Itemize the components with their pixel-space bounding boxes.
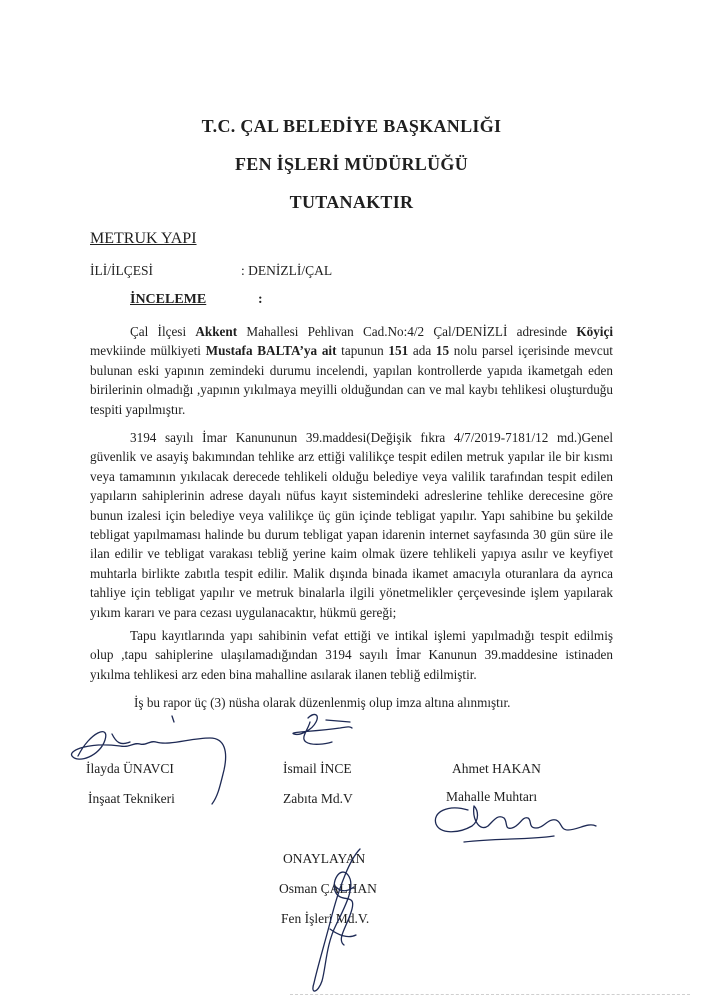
page-bottom-rule [290, 994, 690, 996]
signature-2 [280, 708, 360, 758]
department-title: FEN İŞLERİ MÜDÜRLÜĞÜ [234, 154, 469, 174]
inspection-heading-label: İNCELEME [130, 292, 207, 307]
signatory-2-title: Zabıta Md.V [283, 791, 353, 806]
p1-text-5: ada [408, 343, 436, 359]
paragraph-legal-basis: 3194 sayılı İmar Kanununun 39.maddesi(Değişik fıkra 4/7/2019-7181/12 md.)Genel güvenlik ve asayiş bakımından tehlike arz ettiği valilikçe tespit edilen metruk yapılar ile bir kısmı veya tamamının yıkılacak derecede tehlikeli olduğu belediye veya valilik tarafından tespit edilen yapıların sahiplerinin adrese dayalı nüfus kayıt sistemindeki adreslerine tehlike derecesine göre bunun izalesi için belediye veya valilikçe üç gün içinde tebligat yapılır. Yapı sahibine bu şekilde tebligat yapılmaması halinde bu durum tebligat yapan idarenin internet sayfasında 30 gün süre ile ilan edilir ve tebligat varakası tebliğ yerine kaim olmak üzere tehlikeli yapıya asılır ve keyfiyet muhtarla birlikte zabıtla tespit edilir. Malik dışında binada ikamet amacıyla oturanlara da ayrıca tahliye için tebligat yapılır ve metruk binalarla ilgili yönetmelikler çerçevesinde işlem yapılarak yıkım kararı ve para cezası uygulanacaktır, hükmü gereği; [90, 430, 613, 620]
p1-text-2: Mahallesi Pehlivan Cad.No:4/2 Çal/DENİZLİ adresinde [237, 324, 577, 339]
p1-neighbourhood: Akkent [195, 324, 238, 339]
p1-text-1: Çal İlçesi [130, 324, 196, 339]
p1-block-number: 151 [388, 343, 409, 359]
p1-text-3: mevkiinde mülkiyeti [90, 343, 206, 359]
signature-3 [428, 790, 608, 860]
document-type-title: TUTANAKTIR [289, 192, 414, 212]
p1-owner: Mustafa BALTA’ya ait [205, 343, 337, 359]
location-value: : DENİZLİ/ÇAL [241, 263, 333, 278]
approval-signature [296, 835, 396, 995]
p1-parcel-number: 15 [435, 343, 450, 359]
signatory-3-name: Ahmet HAKAN [452, 761, 541, 776]
inspection-heading [130, 292, 268, 308]
approval-label: ONAYLAYAN [283, 851, 366, 866]
paragraph-findings [90, 322, 613, 419]
signatory-1-title: İnşaat Teknikeri [88, 791, 175, 806]
institution-title: T.C. ÇAL BELEDİYE BAŞKANLIĞI [201, 116, 502, 136]
p1-locality: Köyiçi [576, 324, 613, 339]
subject-heading: METRUK YAPI [90, 230, 197, 247]
approval-name: Osman ÇALHAN [279, 881, 377, 896]
closing-statement: İş bu rapor üç (3) nüsha olarak düzenlenmiş olup imza altına alınmıştır. [134, 695, 511, 710]
signatory-2-name: İsmail İNCE [283, 761, 352, 776]
inspection-heading-colon: : [258, 292, 263, 307]
p1-text-4: tapunun [336, 343, 389, 359]
paragraph-notification: Tapu kayıtlarında yapı sahibinin vefat ettiği ve intikal işlemi yapılmadığı tespit edilmiş olup ,tapu sahiplerine ulaşılamadığından 3194 sayılı İmar Kanunun 39.maddesine istinaden yıkılma tehlikesi arz eden bina mahalline asılarak ilanen tebliğ edilmiştir. [90, 628, 613, 682]
signature-1 [60, 712, 240, 812]
location-label: İLİ/İLÇESİ [90, 263, 153, 278]
p1-text-6: nolu parsel içerisinde mevcut bulunan eski yapının zemindeki durumu incelendi, yapılan kontrollerde yapıda ikametgah eden birilerinin olmadığı ,yapının yıkılmaya meyilli olduğundan can ve mal kaybı tehlikesi oluşturduğu tespiti yapılmıştır. [90, 343, 613, 417]
signatory-3-title: Mahalle Muhtarı [446, 789, 538, 804]
approval-title: Fen İşleri Md.V. [281, 911, 370, 926]
signatory-1-name: İlayda ÜNAVCI [86, 761, 174, 776]
